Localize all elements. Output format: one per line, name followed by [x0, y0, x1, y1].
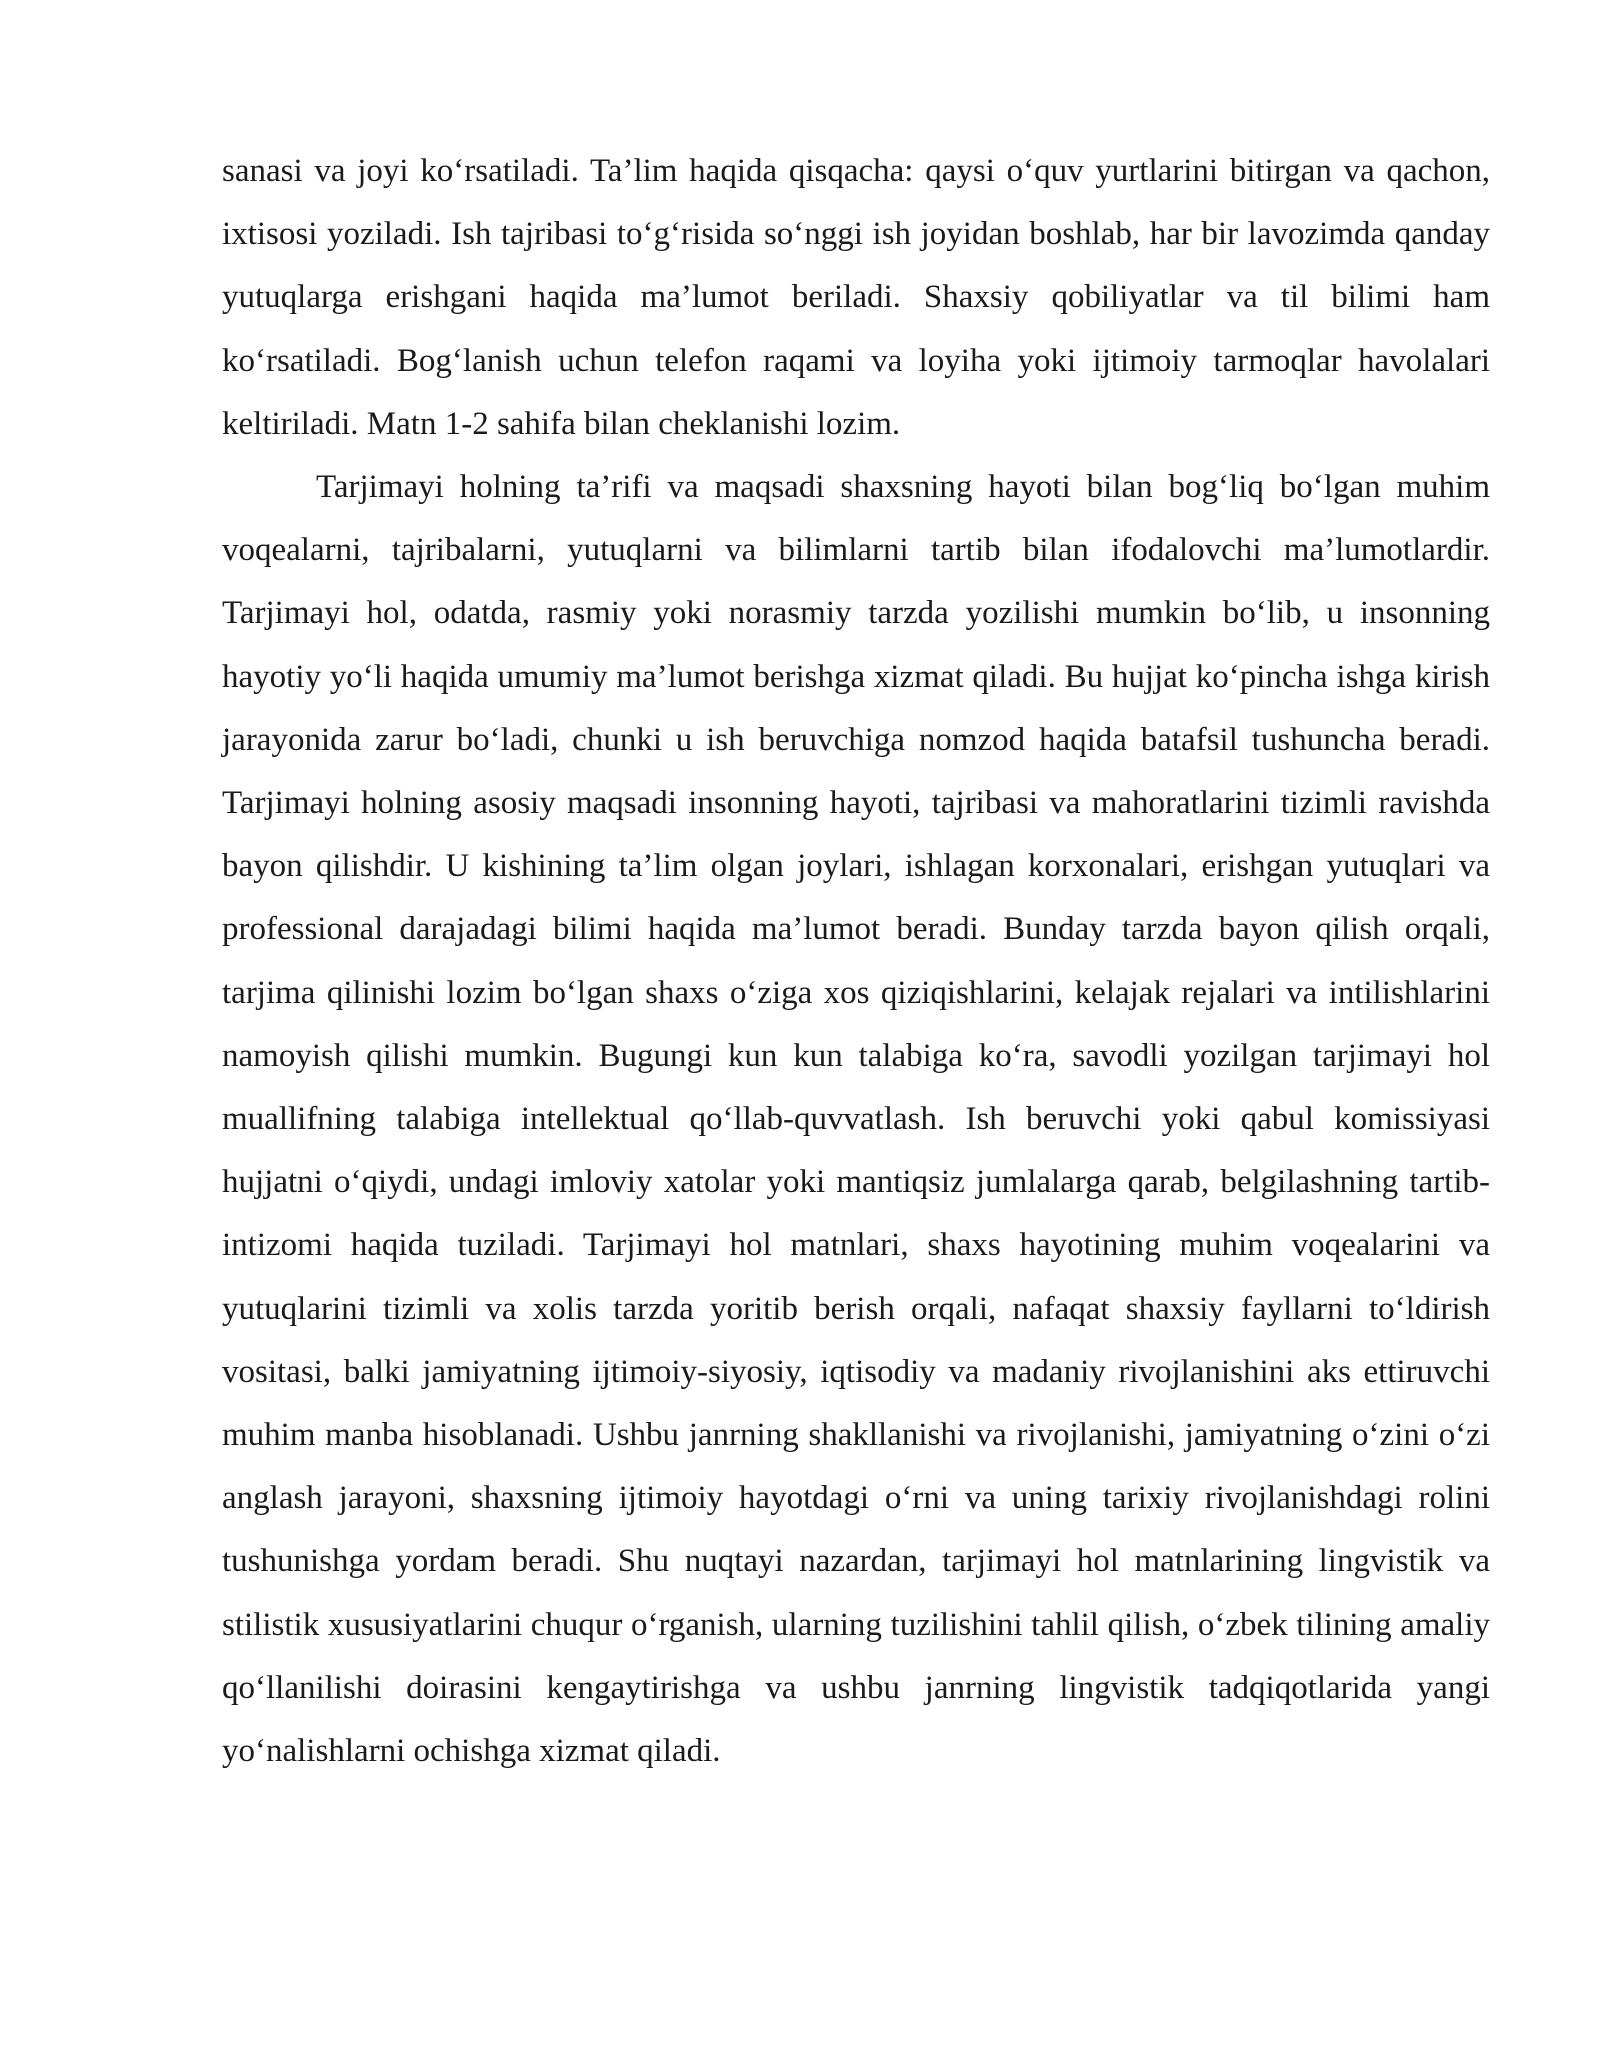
paragraph-continuation: sanasi va joyi ko‘rsatiladi. Ta’lim haqida qisqacha: qaysi o‘quv yurtlarini bitirgan va qachon, ixtisosi yoziladi. Ish tajribasi to‘g‘risida so‘nggi ish joyidan boshlab, har bir lavozimda qanday yutuqlarga erishgani haqida ma’lumot beriladi. Shaxsiy qobiliyatlar va til bilimi ham ko‘rsatiladi. Bog‘lanish uchun telefon raqami va loyiha yoki ijtimoiy tarmoqlar havolalari keltiriladi. Matn 1-2 sahifa bilan cheklanishi lozim. [222, 153, 1490, 442]
paragraph-autobiography-definition: Tarjimayi holning ta’rifi va maqsadi shaxsning hayoti bilan bog‘liq bo‘lgan muhim voqealarni, tajribalarni, yutuqlarni va bilimlarni tartib bilan ifodalovchi ma’lumotlardir. Tarjimayi hol, odatda, rasmiy yoki norasmiy tarzda yozilishi mumkin bo‘lib, u insonning hayotiy yo‘li haqida umumiy ma’lumot berishga xizmat qiladi. Bu hujjat ko‘pincha ishga kirish jarayonida zarur bo‘ladi, chunki u ish beruvchiga nomzod haqida batafsil tushuncha beradi. Tarjimayi holning asosiy maqsadi insonning hayoti, tajribasi va mahoratlarini tizimli ravishda bayon qilishdir. U kishining ta’lim olgan joylari, ishlagan korxonalari, erishgan yutuqlari va professional darajadagi bilimi haqida ma’lumot beradi. Bunday tarzda bayon qilish orqali, tarjima qilinishi lozim bo‘lgan shaxs o‘ziga xos qiziqishlarini, kelajak rejalari va intilishlarini namoyish qilishi mumkin. Bugungi kun kun talabiga ko‘ra, savodli yozilgan tarjimayi hol muallifning talabiga intellektual qo‘llab-quvvatlash. Ish beruvchi yoki qabul komissiyasi hujjatni o‘qiydi, undagi imloviy xatolar yoki mantiqsiz jumlalarga qarab, belgilashning tartib-intizomi haqida tuziladi. Tarjimayi hol matnlari, shaxs hayotining muhim voqealarini va yutuqlarini tizimli va xolis tarzda yoritib berish orqali, nafaqat shaxsiy fayllarni to‘ldirish vositasi, balki jamiyatning ijtimoiy-siyosiy, iqtisodiy va madaniy rivojlanishini aks ettiruvchi muhim manba hisoblanadi. Ushbu janrning shakllanishi va rivojlanishi, jamiyatning o‘zini o‘zi anglash jarayoni, shaxsning ijtimoiy hayotdagi o‘rni va uning tarixiy rivojlanishdagi rolini tushunishga yordam beradi. Shu nuqtayi nazardan, tarjimayi hol matnlarining lingvistik va stilistik xususiyatlarini chuqur o‘rganish, ularning tuzilishini tahlil qilish, o‘zbek tilining amaliy qo‘llanilishi doirasini kengaytirishga va ushbu janrning lingvistik tadqiqotlarida yangi yo‘nalishlarni ochishga xizmat qiladi. [222, 469, 1490, 1770]
document-page [222, 140, 1490, 1783]
